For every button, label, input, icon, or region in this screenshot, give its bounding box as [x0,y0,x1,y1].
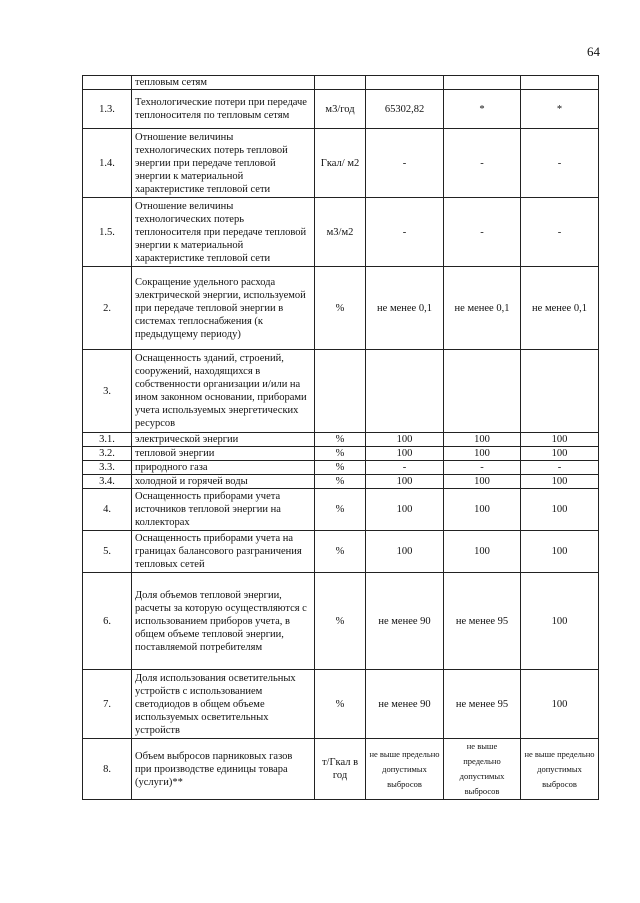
indicator-name: Оснащенность приборами учета источников тепловой энергии на коллекторах [132,489,315,531]
unit-cell: м3/год [315,90,366,129]
row-number: 1.5. [83,198,132,267]
indicator-name: Объем выбросов парниковых газов при производстве единицы товара (услуги)** [132,739,315,800]
value-cell-3: не выше предельно допустимых выбросов [521,739,599,800]
value-cell-3: 100 [521,573,599,670]
row-number: 7. [83,670,132,739]
value-cell-2 [444,350,521,433]
value-cell-2: не менее 0,1 [444,267,521,350]
unit-cell: % [315,447,366,461]
indicator-name: электрической энергии [132,433,315,447]
row-number: 2. [83,267,132,350]
row-number: 1.3. [83,90,132,129]
row-number: 3.1. [83,433,132,447]
table-row [83,489,599,531]
value-cell-3: 100 [521,531,599,573]
table-row [83,267,599,350]
table-row [83,739,599,800]
value-cell-1: 100 [366,475,444,489]
row-number: 6. [83,573,132,670]
value-cell-2: - [444,461,521,475]
value-cell-2: 100 [444,489,521,531]
row-number: 3.3. [83,461,132,475]
value-cell-3: * [521,90,599,129]
value-cell-2: 100 [444,447,521,461]
value-cell-3: не менее 0,1 [521,267,599,350]
value-cell-3: 100 [521,489,599,531]
unit-cell: Гкал/ м2 [315,129,366,198]
table-row [83,670,599,739]
unit-cell [315,76,366,90]
unit-cell: % [315,475,366,489]
table-row [83,90,599,129]
unit-cell: % [315,433,366,447]
indicator-name: тепловым сетям [132,76,315,90]
value-cell-2: - [444,129,521,198]
value-cell-1: - [366,461,444,475]
value-cell-1: не менее 90 [366,670,444,739]
value-cell-1: 100 [366,447,444,461]
indicators-table [82,75,599,800]
table-row [83,573,599,670]
value-cell-2: 100 [444,433,521,447]
indicator-name: Доля объемов тепловой энергии, расчеты за которую осуществляются с использованием приборов учета, в общем объеме тепловой энергии, поставляемой потребителям [132,573,315,670]
value-cell-2: 100 [444,475,521,489]
value-cell-1: - [366,129,444,198]
row-number [83,76,132,90]
row-number: 4. [83,489,132,531]
value-cell-2 [444,76,521,90]
row-number: 3.2. [83,447,132,461]
row-number: 5. [83,531,132,573]
unit-cell: т/Гкал в год [315,739,366,800]
unit-cell: % [315,573,366,670]
value-cell-1: - [366,198,444,267]
row-number: 1.4. [83,129,132,198]
value-cell-3: 100 [521,670,599,739]
unit-cell: % [315,670,366,739]
value-cell-2: не выше предельно допустимых выбросов [444,739,521,800]
value-cell-3: - [521,198,599,267]
value-cell-2: * [444,90,521,129]
indicator-name: Сокращение удельного расхода электрической энергии, используемой при передаче тепловой энергии в системах теплоснабжения (к предыдущему периоду) [132,267,315,350]
value-cell-1: 100 [366,531,444,573]
unit-cell: м3/м2 [315,198,366,267]
value-cell-1: не менее 90 [366,573,444,670]
value-cell-1 [366,350,444,433]
table-row [83,433,599,447]
indicator-name: природного газа [132,461,315,475]
value-cell-1 [366,76,444,90]
page-number: 64 [587,44,600,59]
value-cell-1: 100 [366,433,444,447]
value-cell-2: не менее 95 [444,573,521,670]
table-row [83,76,599,90]
indicator-name: тепловой энергии [132,447,315,461]
row-number: 3.4. [83,475,132,489]
indicator-name: Отношение величины технологических потерь теплоносителя при передаче тепловой энергии к материальной характеристике тепловой сети [132,198,315,267]
table-row [83,461,599,475]
value-cell-2: не менее 95 [444,670,521,739]
value-cell-3: 100 [521,475,599,489]
value-cell-2: - [444,198,521,267]
value-cell-1: 100 [366,489,444,531]
table-row [83,198,599,267]
unit-cell: % [315,531,366,573]
value-cell-3 [521,350,599,433]
indicator-name: Технологические потери при передаче теплоносителя по тепловым сетям [132,90,315,129]
value-cell-3 [521,76,599,90]
indicator-name: Доля использования осветительных устройств с использованием светодиодов в общем объеме используемых осветительных устройств [132,670,315,739]
value-cell-3: - [521,129,599,198]
table-row [83,447,599,461]
value-cell-1: 65302,82 [366,90,444,129]
value-cell-1: не менее 0,1 [366,267,444,350]
indicator-name: Оснащенность зданий, строений, сооружений, находящихся в собственности организации и/или на ином законном основании, приборами учета используемых энергетических ресурсов [132,350,315,433]
table-row [83,475,599,489]
table-row [83,531,599,573]
indicator-name: Отношение величины технологических потерь тепловой энергии при передаче тепловой энергии к материальной характеристике тепловой сети [132,129,315,198]
value-cell-3: - [521,461,599,475]
table-row [83,129,599,198]
value-cell-3: 100 [521,447,599,461]
indicator-name: холодной и горячей воды [132,475,315,489]
unit-cell [315,350,366,433]
unit-cell: % [315,267,366,350]
value-cell-1: не выше предельно допустимых выбросов [366,739,444,800]
value-cell-3: 100 [521,433,599,447]
row-number: 8. [83,739,132,800]
value-cell-2: 100 [444,531,521,573]
table-row [83,350,599,433]
unit-cell: % [315,489,366,531]
indicator-name: Оснащенность приборами учета на границах балансового разграничения тепловых сетей [132,531,315,573]
unit-cell: % [315,461,366,475]
row-number: 3. [83,350,132,433]
